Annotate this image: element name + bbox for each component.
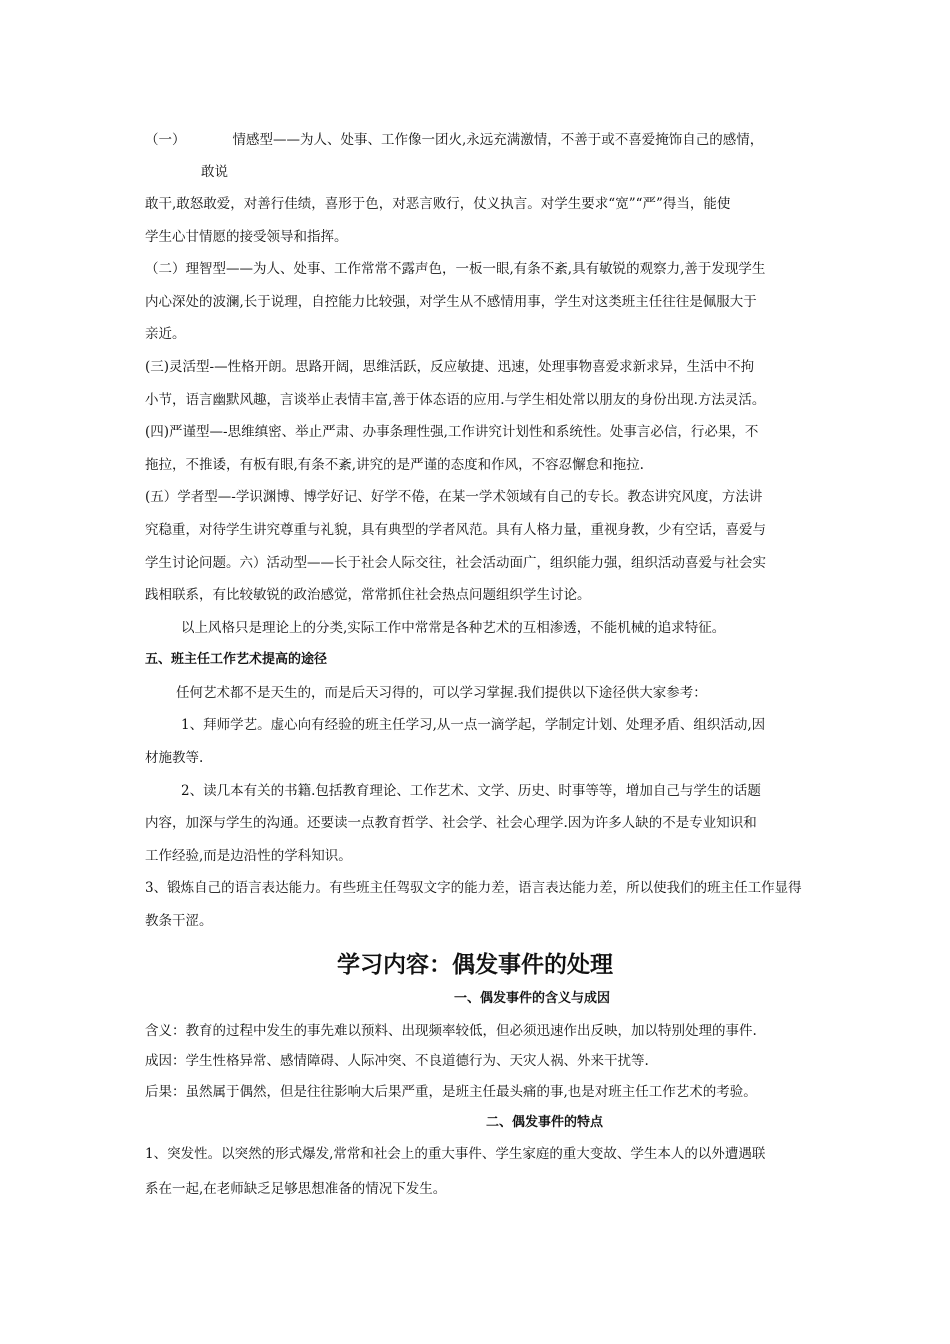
- style-item-6: 学生讨论问题。六）活动型——长于社会人际交往，社会活动面广，组织能力强，组织活动喜爱与社会实: [145, 555, 766, 571]
- paragraph-line: 敢说: [201, 164, 228, 180]
- paragraph-line: 践相联系，有比较敏锐的政治感觉，常常抓住社会热点问题组织学生讨论。: [145, 587, 591, 603]
- style-item-4: (四)严谨型—-思维缜密、举止严肃、办事条理性强,工作讲究计划性和系统性。处事言必信，行必果，不: [145, 424, 759, 440]
- paragraph-line: 学生心甘情愿的接受领导和指挥。: [145, 229, 348, 245]
- paragraph-line: 系在一起,在老师缺乏足够思想准备的情况下发生。: [145, 1181, 447, 1197]
- paragraph-line: 拖拉，不推诿，有板有眼,有条不紊,讲究的是严谨的态度和作风，不容忍懈怠和拖拉.: [145, 457, 644, 473]
- intro-line: 任何艺术都不是天生的，而是后天习得的，可以学习掌握.我们提供以下途径供大家参考：: [176, 685, 707, 701]
- paragraph-line: 教条干涩。: [145, 913, 213, 929]
- paragraph-line: 小节，语言幽默风趣，言谈举止表情丰富,善于体态语的应用.与学生相处常以朋友的身份出现.方法灵活。: [145, 392, 766, 408]
- paragraph-line: 亲近。: [145, 326, 186, 342]
- paragraph-line: 含义：教育的过程中发生的事先难以预料、出现频率较低，但必须迅速作出反映，加以特别处理的事件.: [145, 1023, 757, 1039]
- item-text: 情感型——为人、处事、工作像一团火,永远充满激情，不善于或不喜爱掩饰自己的感情，: [232, 132, 764, 148]
- section-heading: 五、班主任工作艺术提高的途径: [145, 652, 328, 667]
- sub-heading: 一、偶发事件的含义与成因: [454, 991, 611, 1006]
- summary-line: 以上风格只是理论上的分类,实际工作中常常是各种艺术的互相渗透，不能机械的追求特征。: [181, 620, 726, 636]
- list-item: 1、拜师学艺。虚心向有经验的班主任学习,从一点一滴学起，学制定计划、处理矛盾、组织活动,因: [181, 717, 766, 733]
- style-item-1: [145, 131, 763, 149]
- paragraph-line: 材施教等.: [145, 750, 204, 766]
- paragraph-line: 后果：虽然属于偶然，但是往往影响大后果严重，是班主任最头痛的事,也是对班主任工作艺术的考验。: [145, 1084, 757, 1100]
- paragraph-line: 内容，加深与学生的沟通。还要读一点教育哲学、社会学、社会心理学.因为许多人缺的不是专业知识和: [145, 815, 757, 831]
- list-item: 2、读几本有关的书籍.包括教育理论、工作艺术、文学、历史、时事等等，增加自己与学生的话题: [181, 783, 761, 799]
- paragraph-line: 敢干,敢怒敢爱，对善行佳绩，喜形于色，对恶言败行，仗义执言。对学生要求“宽”“严”得当，能使: [145, 196, 731, 212]
- paragraph-line: 究稳重，对待学生讲究尊重与礼貌，具有典型的学者风范。具有人格力量，重视身教，少有空话，喜爱与: [145, 522, 766, 538]
- style-item-2: （二）理智型——为人、处事、工作常常不露声色，一板一眼,有条不紊,具有敏锐的观察力,善于发现学生: [145, 261, 766, 277]
- sub-heading: 二、偶发事件的特点: [486, 1115, 604, 1130]
- paragraph-line: 成因：学生性格异常、感情障碍、人际冲突、不良道德行为、天灾人祸、外来干扰等.: [145, 1053, 649, 1069]
- list-item: 3、锻炼自己的语言表达能力。有些班主任驾驭文字的能力差，语言表达能力差，所以使我们的班主任工作显得: [145, 880, 802, 896]
- item-number: （一）: [145, 132, 186, 148]
- paragraph-line: 工作经验,而是边沿性的学科知识。: [145, 848, 352, 864]
- style-item-5: (五）学者型—-学识渊博、博学好记、好学不倦，在某一学术领域有自己的专长。教态讲究风度，方法讲: [145, 489, 763, 505]
- paragraph-line: 内心深处的波澜,长于说理，自控能力比较强，对学生从不感情用事，学生对这类班主任往往是佩服大于: [145, 294, 757, 310]
- list-item: 1、突发性。以突然的形式爆发,常常和社会上的重大事件、学生家庭的重大变故、学生本人的以外遭遇联: [145, 1146, 766, 1162]
- style-item-3: (三)灵活型-—性格开朗。思路开阔，思维活跃，反应敏捷、迅速，处理事物喜爱求新求异，生活中不拘: [145, 359, 755, 375]
- page-title: 学习内容：偶发事件的处理: [337, 952, 613, 978]
